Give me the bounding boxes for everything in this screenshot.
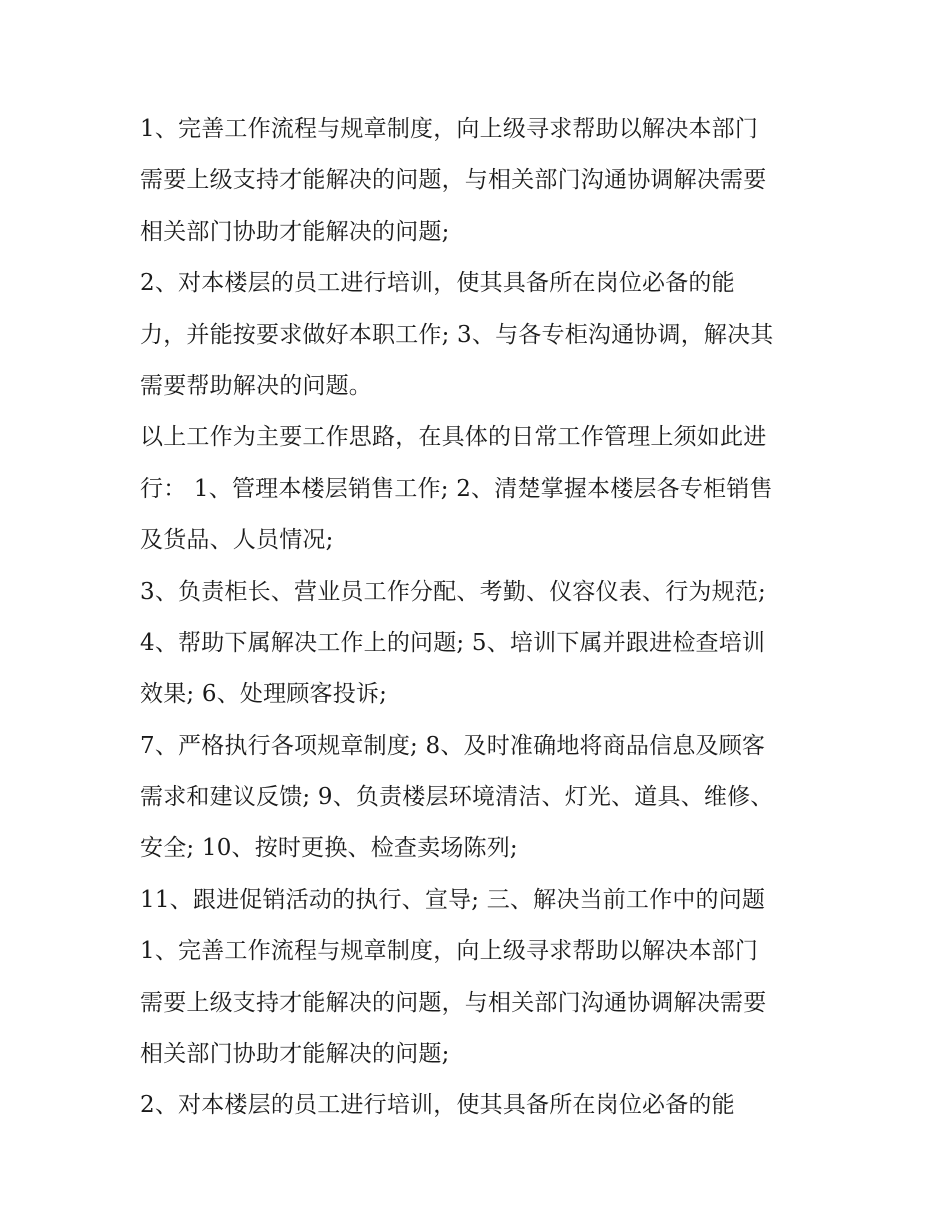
text-line: 及货品、人员情况;: [140, 527, 334, 554]
document-body: [140, 104, 830, 1132]
text-line: 效果; 6、处理顾客投诉;: [140, 681, 388, 708]
text-line: 需要上级支持才能解决的问题，与相关部门沟通协调解决需要: [140, 167, 767, 194]
text-line: 2、对本楼层的员工进行培训，使其具备所在岗位必备的能: [140, 1092, 735, 1119]
text-line: 安全; 10、按时更换、检查卖场陈列;: [140, 835, 518, 862]
text-line: 相关部门协助才能解决的问题;: [140, 1041, 450, 1068]
text-line: 1、完善工作流程与规章制度，向上级寻求帮助以解决本部门: [140, 938, 759, 965]
text-line: 4、帮助下属解决工作上的问题; 5、培训下属并跟进检查培训: [140, 629, 766, 656]
text-line: 以上工作为主要工作思路，在具体的日常工作管理上须如此进: [140, 424, 767, 451]
text-line: 2、对本楼层的员工进行培训，使其具备所在岗位必备的能: [140, 270, 735, 297]
text-line: 相关部门协助才能解决的问题;: [140, 218, 450, 245]
text-line: 行： 1、管理本楼层销售工作; 2、清楚掌握本楼层各专柜销售: [140, 475, 773, 502]
text-line: 3、负责柜长、营业员工作分配、考勤、仪容仪表、行为规范;: [140, 578, 766, 605]
text-line: 1、完善工作流程与规章制度，向上级寻求帮助以解决本部门: [140, 116, 759, 142]
text-line: 需要上级支持才能解决的问题，与相关部门沟通协调解决需要: [140, 989, 767, 1016]
text-line: 需求和建议反馈; 9、负责楼层环境清洁、灯光、道具、维修、: [140, 784, 774, 811]
text-line: 7、严格执行各项规章制度; 8、及时准确地将商品信息及顾客: [140, 732, 766, 759]
text-line: 力，并能按要求做好本职工作; 3、与各专柜沟通协调，解决其: [140, 321, 774, 348]
text-line: 11、跟进促销活动的执行、宣导; 三、解决当前工作中的问题: [140, 886, 766, 913]
text-line: 需要帮助解决的问题。: [140, 372, 372, 399]
